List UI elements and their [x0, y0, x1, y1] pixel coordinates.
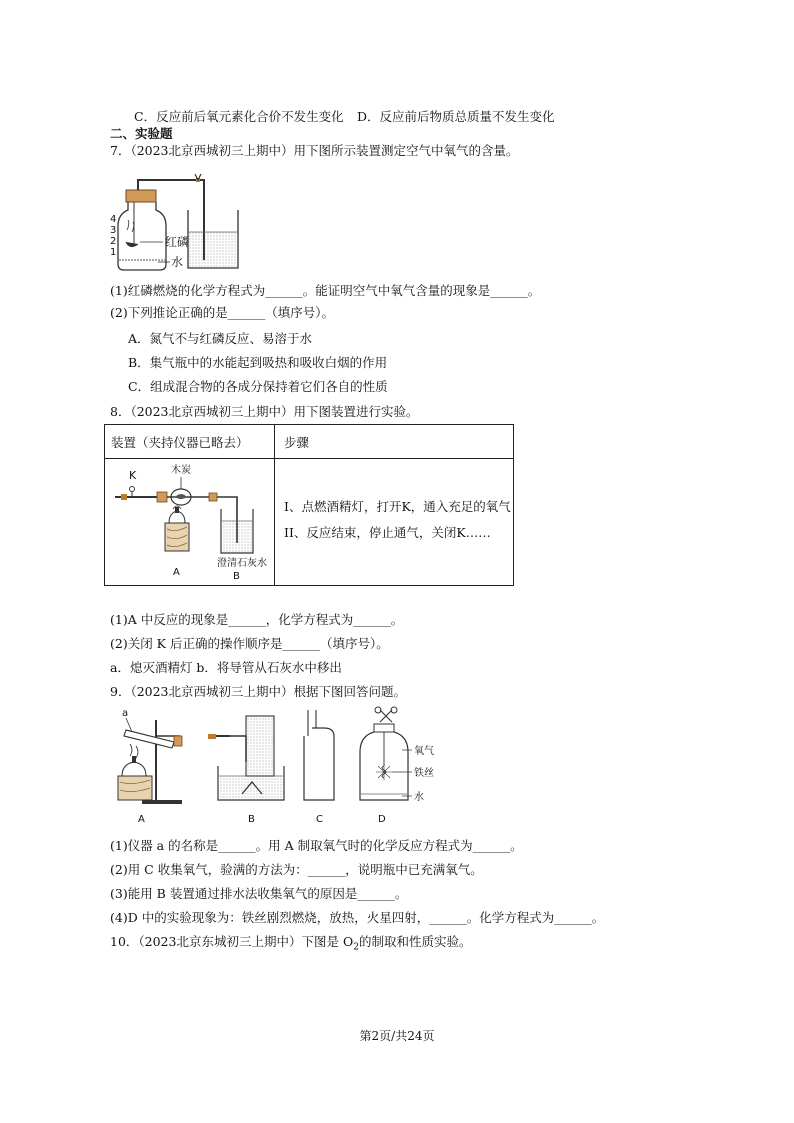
q9-sub2: (2)用 C 收集氧气，验满的方法为：______，说明瓶中已充满氧气。 — [110, 862, 483, 877]
q9-label-iron-wire: 铁丝 — [414, 768, 434, 779]
q7-label-water: 水 — [171, 255, 184, 269]
q9-label-C: C — [316, 814, 323, 825]
q8-step-2: II、反应结束，停止通气，关闭K…… — [284, 525, 491, 540]
q8-table-header-steps: 步骤 — [284, 435, 310, 450]
section-title: 二、实验题 — [110, 126, 173, 141]
page-footer: 第2页/共24页 — [359, 1029, 435, 1043]
q7-label-phosphorus: 红磷 — [165, 235, 190, 249]
q7-option-c: C．组成混合物的各成分保持着它们各自的性质 — [128, 379, 388, 394]
q8-label-limewater: 澄清石灰水 — [217, 558, 267, 569]
q8-label-k: K — [129, 469, 137, 482]
q10-stem-subscript: 2 — [353, 942, 359, 953]
q7-scale-4: 4 — [110, 214, 117, 225]
q8-step-1: I、点燃酒精灯，打开K，通入充足的氧气 — [284, 499, 511, 514]
q8-table-header-apparatus: 装置（夹持仪器已略去） — [111, 435, 249, 450]
q10-stem-before: 10．（2023北京东城初三上期中）下图是 O — [110, 934, 354, 949]
q7-figure — [108, 160, 248, 276]
q9-label-B: B — [248, 814, 255, 825]
q7-option-a: A．氮气不与红磷反应、易溶于水 — [128, 331, 313, 346]
q9-figure — [112, 706, 442, 828]
q7-scale-2: 2 — [110, 236, 117, 247]
q8-sub1: (1)A 中反应的现象是______，化学方程式为______。 — [110, 612, 404, 627]
q9-label-oxygen: 氧气 — [414, 746, 434, 757]
q7-sub2: (2)下列推论正确的是______（填序号）。 — [110, 305, 334, 320]
q8-table — [104, 424, 514, 586]
q7-sub1: (1)红磷燃烧的化学方程式为______。能证明空气中氧气含量的现象是______。 — [110, 283, 541, 298]
q9-sub4: (4)D 中的实验现象为：铁丝剧烈燃烧，放热，火星四射，______。化学方程式为______。 — [110, 910, 605, 925]
q7-stem: 7．（2023北京西城初三上期中）用下图所示装置测定空气中氧气的含量。 — [110, 143, 519, 158]
q9-sub1: (1)仪器 a 的名称是______。用 A 制取氧气时的化学反应方程式为______。 — [110, 838, 523, 853]
q9-stem: 9．（2023北京西城初三上期中）根据下图回答问题。 — [110, 684, 407, 699]
q8-sub2: (2)关闭 K 后正确的操作顺序是______（填序号）。 — [110, 636, 389, 651]
q9-label-water: 水 — [414, 792, 424, 803]
q6-option-d: D．反应前后物质总质量不发生变化 — [357, 109, 555, 124]
q6-option-c: C．反应前后氧元素化合价不发生变化 — [134, 109, 344, 124]
q8-stem: 8．（2023北京西城初三上期中）用下图装置进行实验。 — [110, 404, 419, 419]
q7-scale-1: 1 — [110, 247, 117, 258]
q10-stem-after: 的制取和性质实验。 — [358, 934, 472, 949]
q9-label-D: D — [378, 814, 386, 825]
q9-label-A: A — [138, 814, 145, 825]
q8-options: a．熄灭酒精灯 b．将导管从石灰水中移出 — [110, 660, 342, 675]
q8-figure — [109, 463, 271, 583]
q9-label-a-mark: a — [122, 708, 129, 719]
q7-scale-3: 3 — [110, 225, 117, 236]
q8-label-b: B — [233, 571, 240, 582]
q8-label-a: A — [173, 567, 180, 578]
q7-option-b: B．集气瓶中的水能起到吸热和吸收白烟的作用 — [128, 355, 388, 370]
q8-label-charcoal: 木炭 — [171, 465, 191, 476]
q10-stem — [110, 932, 471, 953]
q9-sub3: (3)能用 B 装置通过排水法收集氧气的原因是______。 — [110, 886, 408, 901]
